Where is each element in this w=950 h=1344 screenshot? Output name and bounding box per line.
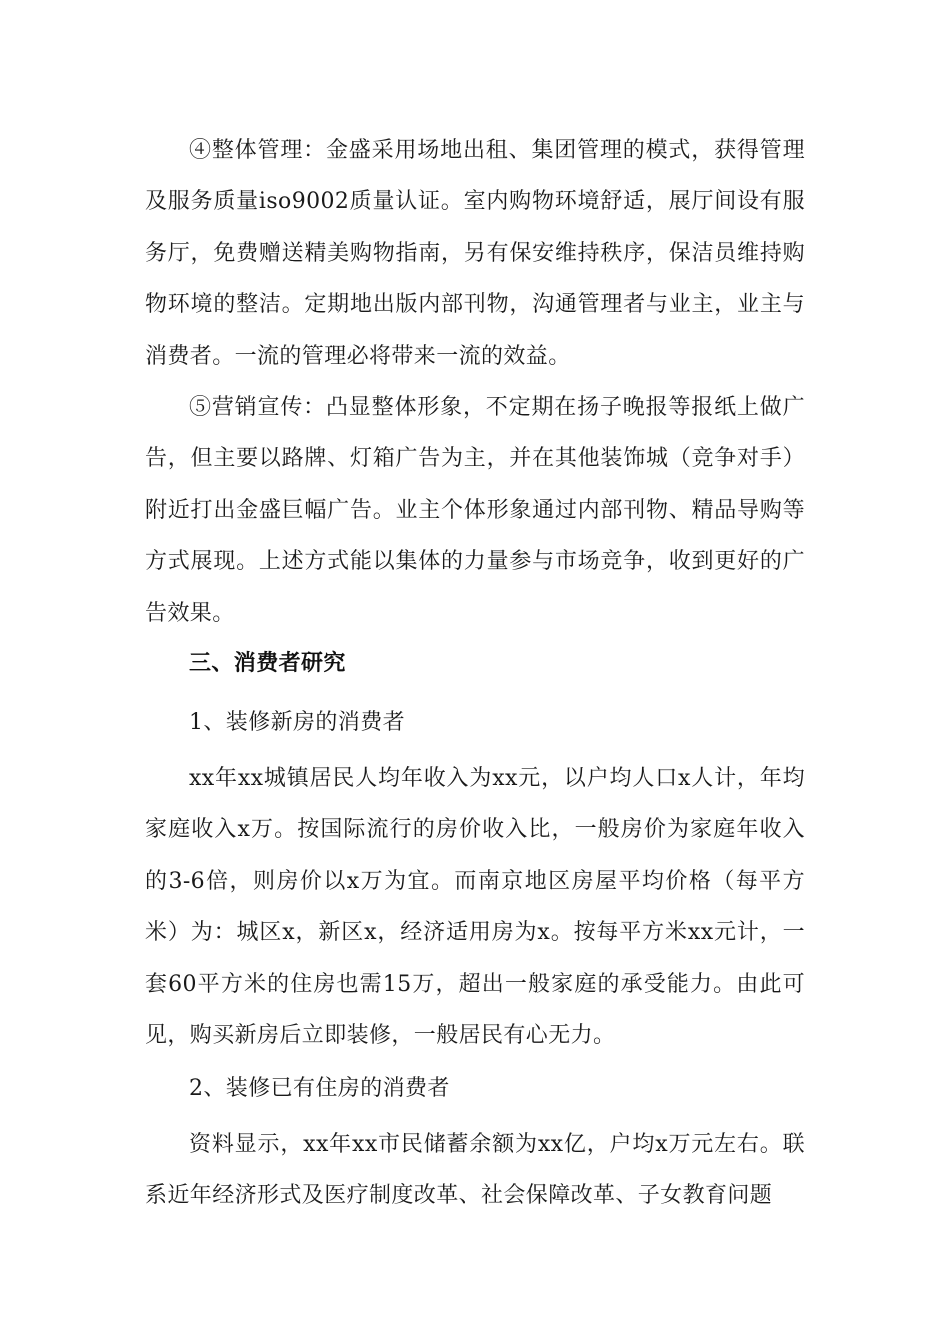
paragraph-new-house: xx年xx城镇居民人均年收入为xx元，以户均人口x人计，年均家庭收入x万。按国际流行的房价收入比，一般房价为家庭年收入的3-6倍，则房价以x万为宜。而南京地区房屋平均价格（每平方米）为：城区x，新区x，经济适用房为x。按每平方米xx元计，一套60平方米的住房也需15万，超出一般家庭的承受能力。由此可见，购买新房后立即装修，一般居民有心无力。 [145,766,805,1049]
paragraph-marketing: ⑤营销宣传：凸显整体形象，不定期在扬子晚报等报纸上做广告，但主要以路牌、灯箱广告为主，并在其他装饰城（竞争对手）附近打出金盛巨幅广告。业主个体形象通过内部刊物、精品导购等方式展现。上述方式能以集体的力量参与市场竞争，收到更好的广告效果。 [145,395,805,626]
section-heading-consumer-research: 三、消费者研究 [189,651,346,676]
subheading-new-house-consumers: 1、装修新房的消费者 [189,710,405,735]
paragraph-existing-house: 资料显示，xx年xx市民储蓄余额为xx亿，户均x万元左右。联系近年经济形式及医疗制度改革、社会保障改革、子女教育问题 [145,1132,805,1209]
subheading-existing-house-consumers: 2、装修已有住房的消费者 [189,1076,450,1101]
paragraph-overall-management: ④整体管理：金盛采用场地出租、集团管理的模式，获得管理及服务质量iso9002质量认证。室内购物环境舒适，展厅间设有服务厅，免费赠送精美购物指南，另有保安维持秩序，保洁员维持购物环境的整洁。定期地出版内部刊物，沟通管理者与业主，业主与消费者。一流的管理必将带来一流的效益。 [145,138,805,369]
